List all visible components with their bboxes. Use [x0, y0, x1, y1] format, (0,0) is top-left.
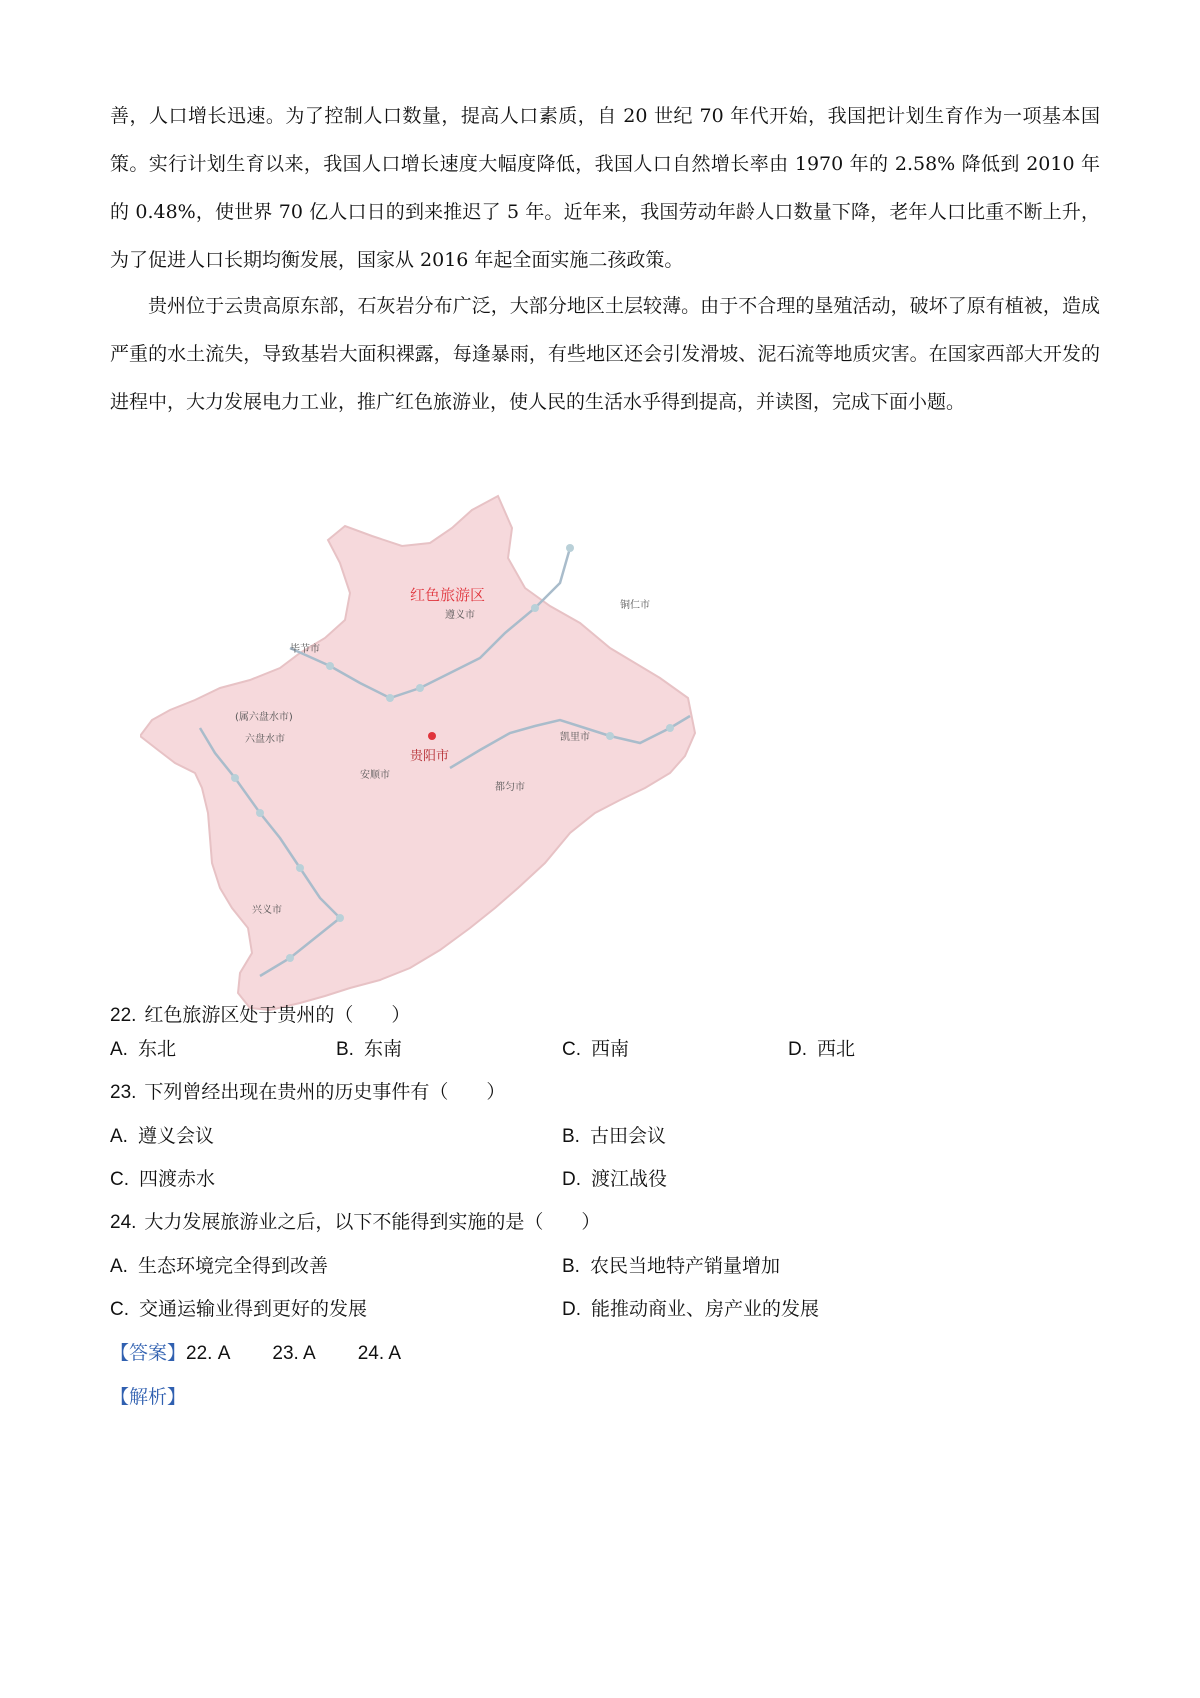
city-label-liupanshui: 六盘水市: [245, 734, 285, 745]
capital-marker-icon: [428, 732, 436, 740]
question-22-option-b[interactable]: B. 东南: [336, 1038, 402, 1060]
city-label-duyun: 都匀市: [495, 782, 525, 793]
question-23-option-c[interactable]: C. 四渡赤水: [110, 1168, 216, 1190]
question-24-option-a[interactable]: A. 生态环境完全得到改善: [110, 1255, 328, 1277]
answer-item-22: 22. A: [186, 1343, 231, 1364]
answer-item-23: 23. A: [272, 1343, 316, 1364]
region-label-red-tourism: 红色旅游区: [410, 586, 486, 604]
analysis-line: [110, 1382, 186, 1412]
question-22: 22. 红色旅游区处于贵州的（ ）: [110, 1004, 411, 1026]
question-24: 24. 大力发展旅游业之后，以下不能得到实施的是（ ）: [110, 1211, 601, 1233]
paragraph-guizhou: 贵州位于云贵高原东部，石灰岩分布广泛，大部分地区土层较薄。由于不合理的垦殖活动，破坏了原有植被，造成严重的水土流失，导致基岩大面积裸露，每逢暴雨，有些地区还会引发滑坡、泥石流等地质灾害。在国家西部大开发的进程中，大力发展电力工业，推广红色旅游业，使人民的生活水乎得到提高，并读图，完成下面小题。: [110, 295, 1100, 413]
question-22-option-a[interactable]: A. 东北: [110, 1038, 176, 1060]
city-label-kaili: 凯里市: [560, 732, 590, 743]
city-label-bijie: 毕节市: [290, 644, 320, 655]
question-24-option-c[interactable]: C. 交通运输业得到更好的发展: [110, 1298, 368, 1320]
answer-item-24: 24. A: [357, 1343, 402, 1364]
guizhou-map: [140, 488, 800, 1048]
question-24-option-b[interactable]: B. 农民当地特产销量增加: [562, 1255, 780, 1277]
question-23-option-b[interactable]: B. 古田会议: [562, 1125, 666, 1147]
question-23-option-d[interactable]: D. 渡江战役: [562, 1168, 668, 1190]
answer-line: [110, 1338, 409, 1369]
question-23-option-a[interactable]: A. 遵义会议: [110, 1125, 214, 1147]
analysis-label: 【解析】: [110, 1386, 187, 1408]
city-label-tongren: 铜仁市: [620, 600, 650, 611]
city-label-liupanshui-sub: (属六盘水市): [235, 712, 293, 723]
answer-label: 【答案】: [110, 1342, 187, 1364]
question-22-option-d[interactable]: D. 西北: [788, 1038, 856, 1060]
question-23: 23. 下列曾经出现在贵州的历史事件有（ ）: [110, 1081, 506, 1103]
question-24-option-d[interactable]: D. 能推动商业、房产业的发展: [562, 1298, 820, 1320]
capital-label: 贵阳市: [410, 749, 450, 764]
city-label-xingyi: 兴义市: [252, 905, 282, 916]
city-label-zunyi: 遵义市: [445, 610, 475, 621]
city-label-anshun: 安顺市: [360, 770, 390, 781]
paragraph-population: 善，人口增长迅速。为了控制人口数量，提高人口素质，自 20 世纪 70 年代开始，我国把计划生育作为一项基本国策。实行计划生育以来，我国人口增长速度大幅度降低，我国人口自然增长率由 1970 年的 2.58% 降低到 2010 年的 0.48%，使世界 70 亿人口日的到来推迟了 5 年。近年来，我国劳动年龄人口数量下降，老年人口比重不断上升，为了促进人口长期均衡发展，国家从 2016 年起全面实施二孩政策。: [110, 105, 1100, 271]
question-22-option-c[interactable]: C. 西南: [562, 1038, 630, 1060]
